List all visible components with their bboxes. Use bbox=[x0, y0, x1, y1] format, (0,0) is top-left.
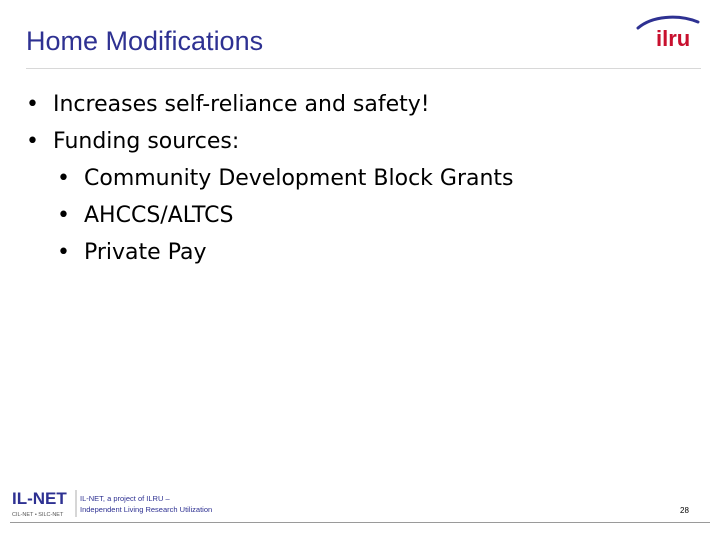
footer-divider bbox=[10, 522, 710, 523]
bullet-item bbox=[26, 86, 514, 123]
bullet-text: Increases self-reliance and safety! bbox=[53, 92, 430, 117]
bullet-marker: • bbox=[26, 129, 39, 154]
bullet-list bbox=[26, 86, 514, 271]
sub-bullet-item bbox=[26, 234, 514, 271]
bullet-marker: • bbox=[26, 92, 39, 117]
il-net-logo bbox=[10, 487, 240, 521]
bullet-marker: • bbox=[57, 203, 70, 228]
sub-bullet-item bbox=[26, 197, 514, 234]
il-net-sub-text: CIL-NET • SILC-NET bbox=[12, 512, 64, 518]
bullet-item bbox=[26, 123, 514, 160]
ilru-logo bbox=[634, 12, 704, 52]
bullet-marker: • bbox=[57, 240, 70, 265]
title-divider bbox=[26, 68, 701, 69]
il-net-tagline-2: Independent Living Research Utilization bbox=[80, 505, 213, 514]
logo-ilru-text: ilru bbox=[656, 26, 691, 51]
sub-bullet-item bbox=[26, 160, 514, 197]
bullet-text: AHCCS/ALTCS bbox=[84, 203, 234, 228]
il-net-wordmark: IL-NET bbox=[12, 489, 67, 508]
il-net-tagline-1: IL-NET, a project of ILRU – bbox=[80, 494, 170, 503]
slide-title: Home Modifications bbox=[26, 26, 264, 56]
bullet-text: Community Development Block Grants bbox=[84, 166, 514, 191]
page-number: 28 bbox=[680, 506, 689, 515]
bullet-text: Funding sources: bbox=[53, 129, 240, 154]
bullet-marker: • bbox=[57, 166, 70, 191]
bullet-text: Private Pay bbox=[84, 240, 207, 265]
